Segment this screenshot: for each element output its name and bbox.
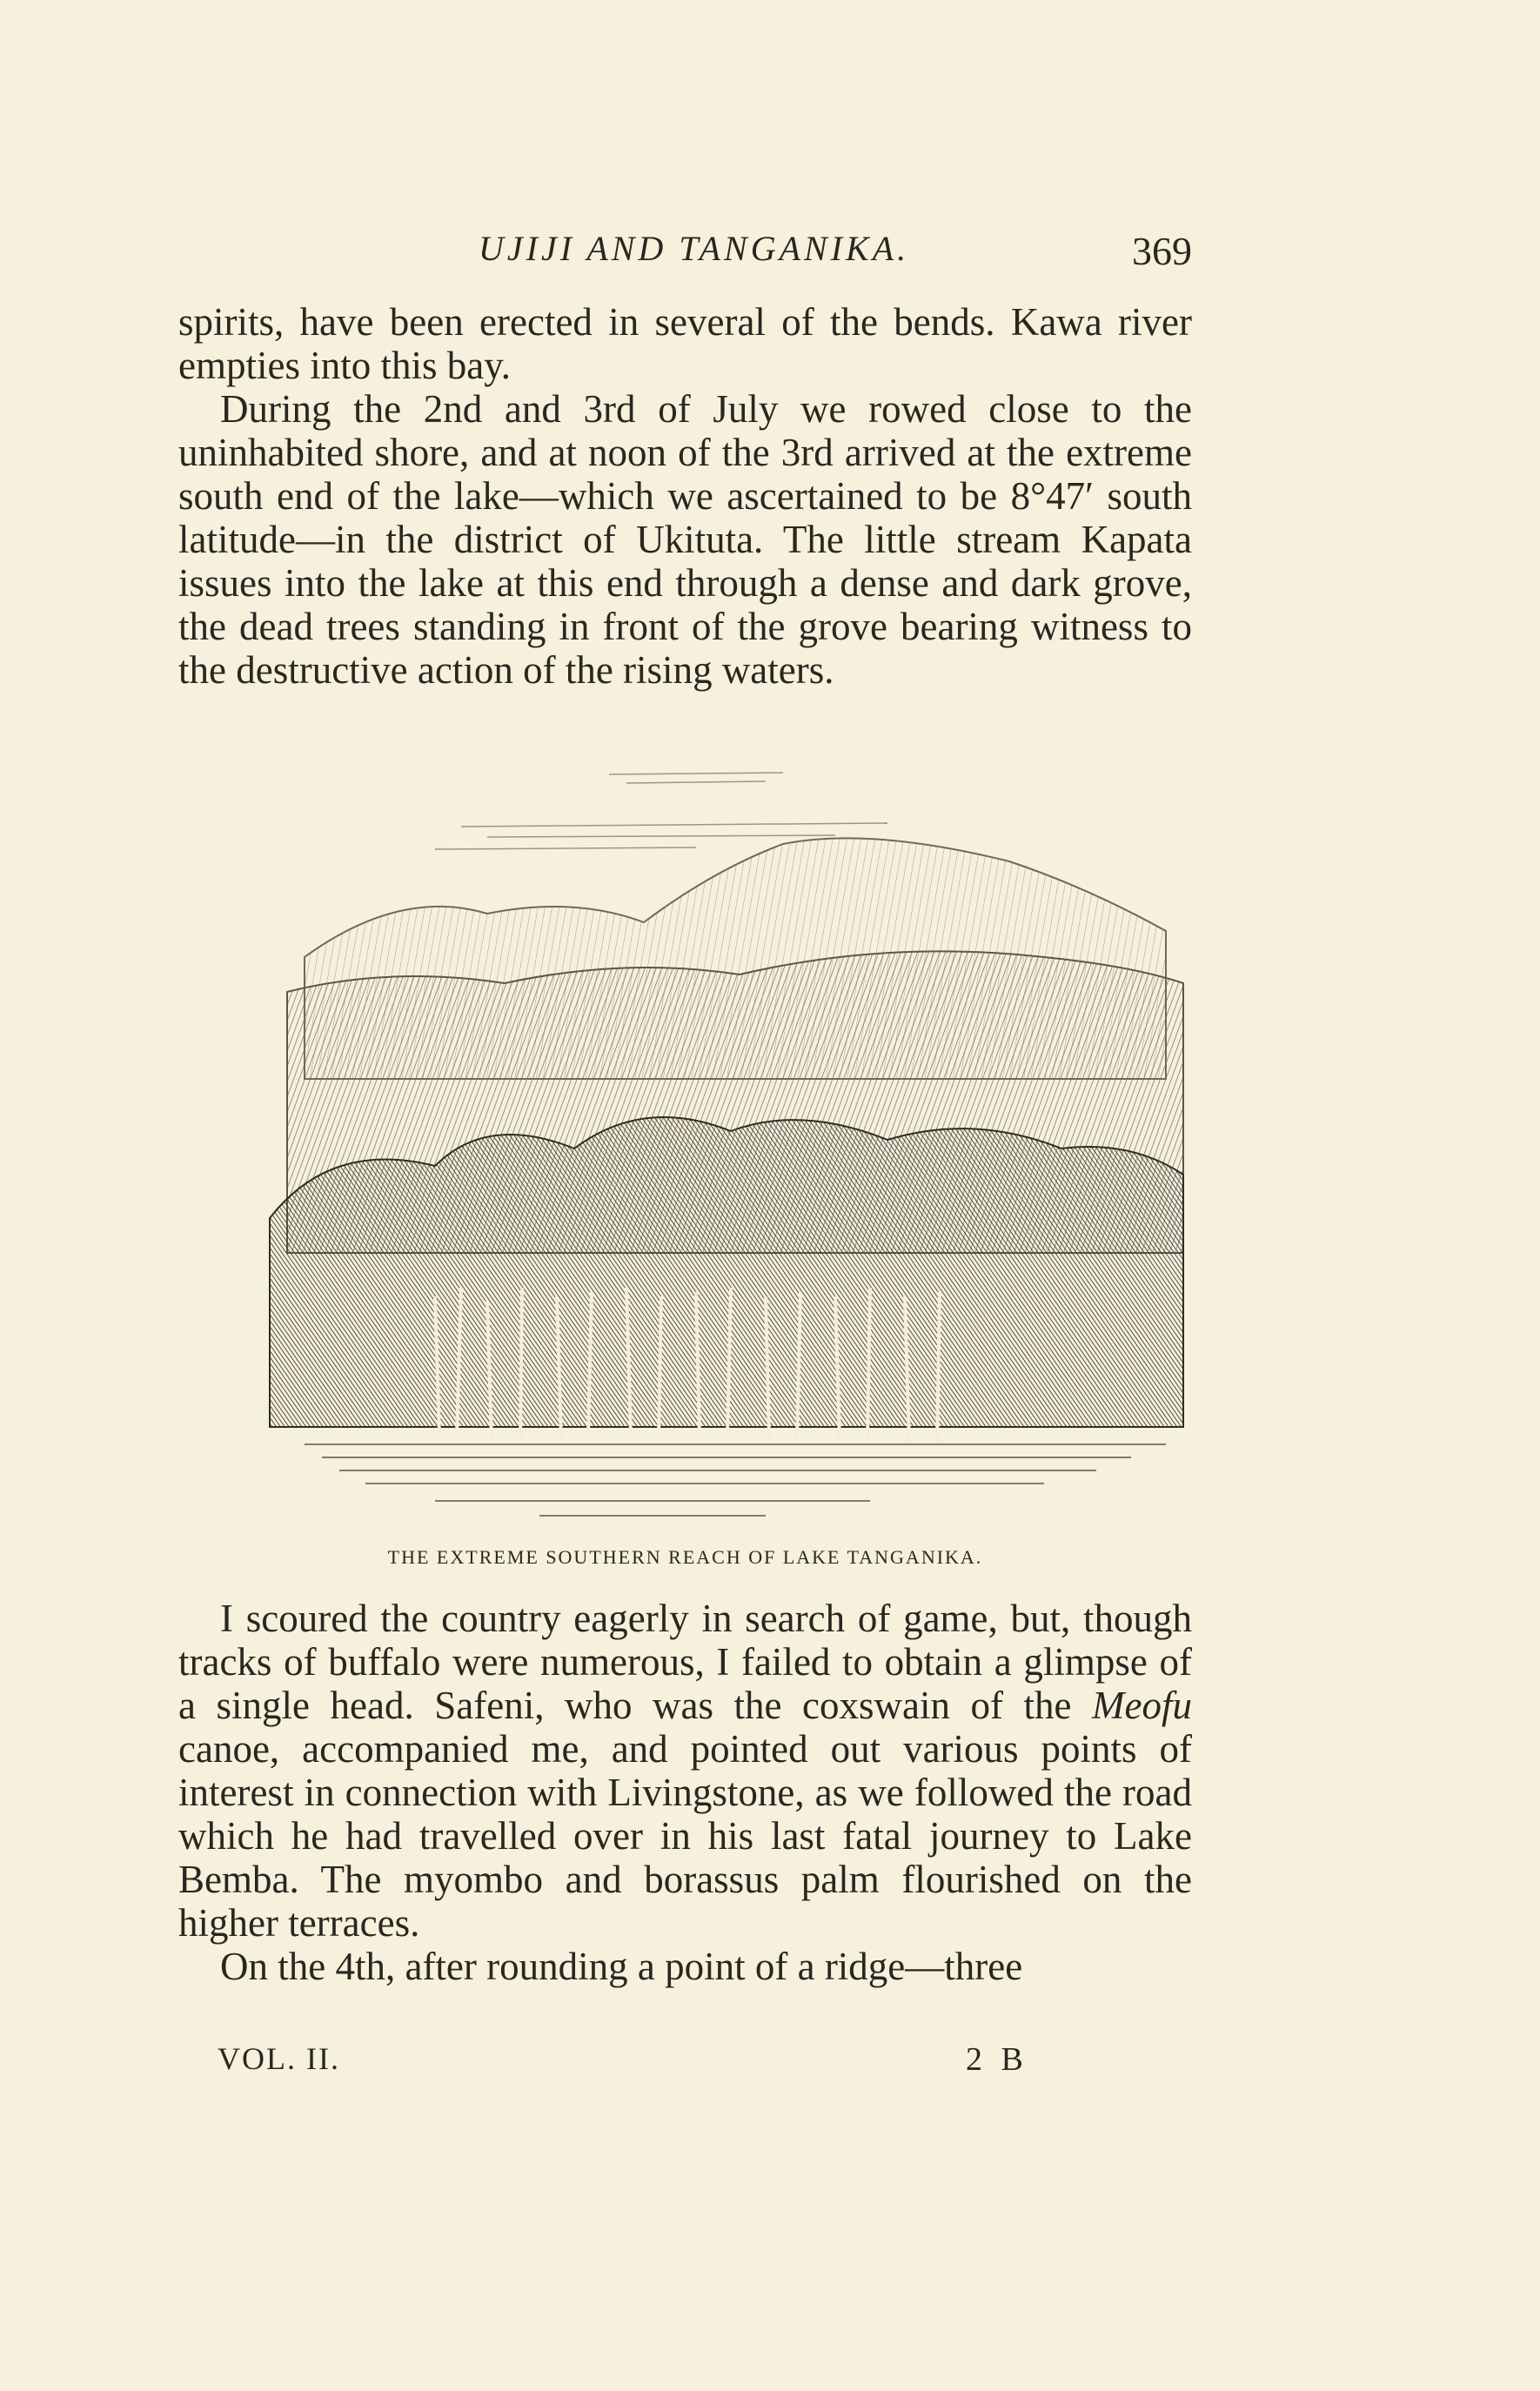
signature-mark: 2 B [966, 2041, 1028, 2078]
body-text-top [178, 300, 1192, 692]
canoe-name: Meofu [1092, 1684, 1192, 1727]
page-number: 369 [1132, 229, 1192, 273]
engraving-illustration [174, 766, 1201, 1531]
running-title: UJIJI AND TANGANIKA. [479, 229, 910, 268]
paragraph-fourth: On the 4th, after rounding a point of a ridge—three [220, 1945, 1023, 1988]
paragraph-july: During the 2nd and 3rd of July we rowed close to the uninhabited shore, and at noon of the 3rd arrived at the extreme south end of the lake—which we ascertained to be 8°47′ south latitude—in the district of Ukituta. The little stream Kapata issues into the lake at this end through a dense and dark grove, the dead trees standing in front of the grove bearing witness to the destructive action of the rising waters. [178, 387, 1192, 692]
paragraph-game-part2: canoe, accompanied me, and pointed out various points of interest in connection with Livingstone, as we followed the road which he had travelled over in his last fatal journey to Lake Bemba. The myombo and borassus palm flourished on the higher terraces. [178, 1727, 1192, 1945]
paragraph-game [178, 1597, 1192, 1945]
sky-clouds [435, 773, 887, 849]
paragraph-continuation: spirits, have been erected in several of the bends. Kawa river empties into this bay. [178, 300, 1192, 387]
page-header [178, 228, 1192, 280]
volume-mark: VOL. II. [218, 2041, 340, 2076]
dense-grove [270, 1117, 1183, 1427]
page-footer [218, 2040, 1088, 2084]
figure-caption: THE EXTREME SOUTHERN REACH OF LAKE TANGANIKA. [387, 1546, 983, 1568]
lake-water [305, 1444, 1166, 1516]
paragraph-game-part1: I scoured the country eagerly in search of game, but, though tracks of buffalo were numerous, I failed to obtain a glimpse of a single head. Safeni, who was the coxswain of the [178, 1597, 1192, 1727]
body-text-bottom [178, 1597, 1192, 1988]
